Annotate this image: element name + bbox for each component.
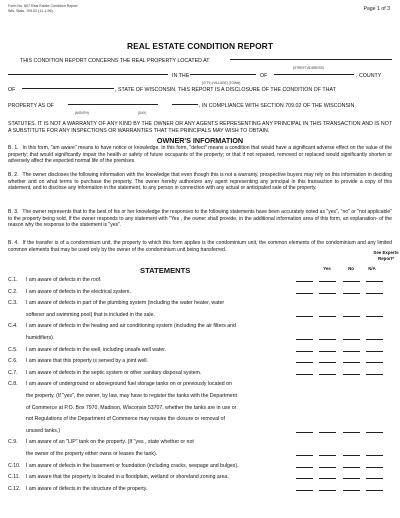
yes-answer-blank[interactable] <box>296 293 313 294</box>
no-answer-blank[interactable] <box>319 467 336 468</box>
statements-heading: STATEMENTS <box>140 266 191 275</box>
county-text: , COUNTY <box>356 73 382 79</box>
page-title: REAL ESTATE CONDITION REPORT <box>126 41 274 51</box>
statement-text: the owner of the property either owns or leases the tank). <box>26 450 158 457</box>
na-answer-blank[interactable] <box>343 316 360 317</box>
owners-information-heading: OWNER'S INFORMATION <box>156 136 244 145</box>
statement-row <box>8 484 392 496</box>
statement-number: C.6. <box>8 358 18 365</box>
no-answer-blank[interactable] <box>319 455 336 456</box>
compliance-text: , IN COMPLIANCE WITH SECTION 709.02 OF THE WISCONSIN <box>199 103 355 109</box>
paragraph-b2 <box>8 172 392 192</box>
statement-text: I am aware of defects in the septic system or other sanitary disposal system. <box>26 369 202 376</box>
paragraph-b1 <box>8 145 392 165</box>
no-answer-blank[interactable] <box>319 490 336 491</box>
na-answer-blank[interactable] <box>343 362 360 363</box>
na-answer-blank[interactable] <box>343 467 360 468</box>
column-na: N/A <box>368 266 376 271</box>
statement-number: C.11. <box>8 474 21 481</box>
street-address-label: (STREET ADDRESS) <box>293 66 324 70</box>
paragraph-text: The owner discloses the following information with the knowledge that even though this is not a warranty, prospective buyers may rely on this information in deciding whether and on what terms to purchase the property. The owner hereby authorizes any agent representing any principal in this transaction to provide a copy of this statement, and to disclose any information in the statement, to any person in connection with any actual or anticipated sale of the property. <box>8 172 392 192</box>
na-answer-blank[interactable] <box>343 432 360 433</box>
yes-answer-blank[interactable] <box>296 316 313 317</box>
statement-number: C.2. <box>8 288 18 295</box>
month-label: (MONTH) <box>75 111 89 115</box>
paragraph-b4 <box>8 240 392 253</box>
no-answer-blank[interactable] <box>319 478 336 479</box>
yes-answer-blank[interactable] <box>296 478 313 479</box>
statement-text: I am aware of defects in the basement or foundation (including cracks, seepage and bulges). <box>26 462 239 469</box>
form-info-line-1: Form No. 807 Real Estate Condition Report <box>8 4 78 8</box>
statement-row <box>8 275 392 287</box>
of-text-2: OF <box>8 87 16 93</box>
statement-text: softener and swimming pool) that is included in the sale. <box>26 311 155 318</box>
na-answer-blank[interactable] <box>343 478 360 479</box>
yes-answer-blank[interactable] <box>296 467 313 468</box>
statement-text: not Regulations of the Department of Commerce may require the closure or removal of <box>26 416 225 423</box>
no-answer-blank[interactable] <box>319 293 336 294</box>
statement-number: C.4. <box>8 323 18 330</box>
see-experts-report-blank[interactable] <box>366 316 383 317</box>
statement-row <box>8 356 392 368</box>
no-answer-blank[interactable] <box>319 374 336 375</box>
month-day-field[interactable] <box>68 103 158 105</box>
statement-text: I am aware of defects in the well, including unsafe well water. <box>26 346 167 353</box>
yes-answer-blank[interactable] <box>296 432 313 433</box>
year-field[interactable] <box>172 103 198 105</box>
paragraph-text: In this form, "am aware" means to have notice or knowledge. In this form, "defect" means a condition that would have a significant adverse effect on the value of the property; that would significantly impair the health or safety of future occupants of the property; or that if not repaired, removed or replaced would significantly shorten or adversely affect the expected normal life of the premises. <box>8 145 392 165</box>
form-info <box>8 4 78 13</box>
see-experts-report-blank[interactable] <box>366 455 383 456</box>
na-answer-blank[interactable] <box>343 351 360 352</box>
statement-row <box>8 345 392 357</box>
statutes-disclaimer: STATUTES. IT IS NOT A WARRANTY OF ANY KIND BY THE OWNER OR ANY AGENTS REPRESENTING ANY PRINCIPAL IN THIS TRANSACTION AND IS NOT A SUBSTITUTE FOR ANY INSPECTIONS OR WARRANTIES THAT THE PRINCIPALS MAY WISH TO OBTAIN. <box>8 121 392 134</box>
statement-text: I am aware of defects in the electrical system. <box>26 288 131 295</box>
statement-number: C.3. <box>8 300 18 307</box>
header-intro-text: THIS CONDITION REPORT CONCERNS THE REAL PROPERTY LOCATED AT <box>20 58 210 64</box>
yes-answer-blank[interactable] <box>296 339 313 340</box>
statement-text: I am aware that the property is located in a floodplain, wetland or shoreland zoning area. <box>26 474 229 481</box>
municipality-field[interactable] <box>274 73 354 75</box>
statement-row <box>8 379 392 437</box>
statement-number: C.9. <box>8 439 18 446</box>
no-answer-blank[interactable] <box>319 362 336 363</box>
location-blank-field[interactable] <box>8 73 168 75</box>
statement-text: of Commerce at P.O. Box 7970, Madison, Wisconsin 53707, whether the tanks are in use or <box>26 404 237 411</box>
yes-answer-blank[interactable] <box>296 455 313 456</box>
state-line-text: , STATE OF WISCONSIN. THIS REPORT IS A DISCLOSURE OF THE CONDITION OF THAT <box>115 87 336 93</box>
page-number: Page 1 of 3 <box>363 6 390 12</box>
day-label: (DAY) <box>138 111 147 115</box>
form-info-line-2: Wis. Stats. 709.02 (11-1-96) <box>8 8 53 13</box>
paragraph-text: If the transfer is of a condominium unit, the property to which this form applies is the condominium unit, the common elements of the condominium and any limited common elements that may be used only by the owner of the condominium unit being transferred. <box>8 240 392 253</box>
no-answer-blank[interactable] <box>319 351 336 352</box>
na-answer-blank[interactable] <box>343 339 360 340</box>
column-yes: Yes <box>323 266 331 271</box>
see-experts-report-blank[interactable] <box>366 339 383 340</box>
in-the-text: IN THE <box>172 73 190 79</box>
statement-number: C.1. <box>8 277 18 283</box>
statement-text: unused tanks.) <box>26 427 61 434</box>
paragraph-text: The owner represents that to the best of his or her knowledge the responses to the following statements have been accurately noted as "yes", "no" or "not applicable" to the property being sold. If the owner responds to any statement with "Yes , the owner shall provide, in the additional information area of this form, an explanation- of the reason why the response to the statement is "yes". <box>8 209 392 229</box>
na-answer-blank[interactable] <box>343 374 360 375</box>
statement-number: C.10. <box>8 462 21 469</box>
city-village-town-field[interactable] <box>190 73 256 75</box>
paragraph-label: B. 2. <box>8 172 19 178</box>
na-answer-blank[interactable] <box>343 455 360 456</box>
see-experts-report-blank[interactable] <box>366 467 383 468</box>
see-experts-report-blank[interactable] <box>366 351 383 352</box>
statement-text: I am aware of an "LIP" tank on the property. (If "yes , state whether or not <box>26 439 194 446</box>
see-experts-report-blank[interactable] <box>366 293 383 294</box>
statement-row <box>8 437 392 460</box>
no-answer-blank[interactable] <box>319 316 336 317</box>
see-experts-report-blank[interactable] <box>366 490 383 491</box>
yes-answer-blank[interactable] <box>296 362 313 363</box>
na-answer-blank[interactable] <box>343 490 360 491</box>
no-answer-blank[interactable] <box>319 339 336 340</box>
paragraph-label: B. 4. <box>8 240 19 246</box>
statement-text: I am aware of defects in the heating and air conditioning system (including the air filters and <box>26 323 236 330</box>
statement-row <box>8 321 392 344</box>
statement-text: I am aware that this property is served by a joint well. <box>26 358 148 365</box>
yes-answer-blank[interactable] <box>296 281 313 282</box>
statement-row <box>8 472 392 484</box>
yes-answer-blank[interactable] <box>296 374 313 375</box>
na-answer-blank[interactable] <box>343 281 360 282</box>
statement-row <box>8 368 392 380</box>
statement-row <box>8 461 392 473</box>
see-experts-report-blank[interactable] <box>366 374 383 375</box>
paragraph-label: B. 3. <box>8 209 19 215</box>
property-as-of-text: PROPERTY AS OF <box>8 103 55 109</box>
statement-number: C.7. <box>8 369 18 376</box>
statement-row <box>8 287 392 299</box>
statement-number: C.5. <box>8 346 18 353</box>
no-answer-blank[interactable] <box>319 432 336 433</box>
see-experts-report-blank[interactable] <box>366 432 383 433</box>
statement-text: humidifiers). <box>26 334 55 341</box>
column-see-experts-report: See Experts Report* <box>373 250 399 261</box>
street-address-field[interactable] <box>230 58 392 60</box>
statement-text: I am aware of defects in the structure of the property. <box>26 485 148 492</box>
no-answer-blank[interactable] <box>319 281 336 282</box>
na-answer-blank[interactable] <box>343 293 360 294</box>
statement-text: the property. (If "yes", the owner, by law, may have to register the tanks with the Department <box>26 392 237 399</box>
statement-row <box>8 298 392 321</box>
column-no: No <box>348 266 354 271</box>
of-text: OF <box>260 73 268 79</box>
paragraph-label: B. 1. <box>8 145 19 151</box>
see-experts-report-blank[interactable] <box>366 478 383 479</box>
see-experts-report-blank[interactable] <box>366 281 383 282</box>
county-name-field[interactable] <box>22 87 114 89</box>
statement-number: C.12. <box>8 485 21 492</box>
see-experts-report-blank[interactable] <box>366 362 383 363</box>
paragraph-b3 <box>8 209 392 229</box>
yes-answer-blank[interactable] <box>296 490 313 491</box>
statement-text: I am aware of underground or aboveground fuel storage tanks on or previously located on <box>26 381 232 388</box>
statement-text: I am aware of defects in the roof. <box>26 277 102 283</box>
statement-text: I am aware of defects in part of the plumbing system (including the water heater, water <box>26 300 225 307</box>
city-village-town-label: (CITY) (VILLAGE) (TOWN) <box>202 81 241 85</box>
statement-number: C.8. <box>8 381 18 388</box>
yes-answer-blank[interactable] <box>296 351 313 352</box>
